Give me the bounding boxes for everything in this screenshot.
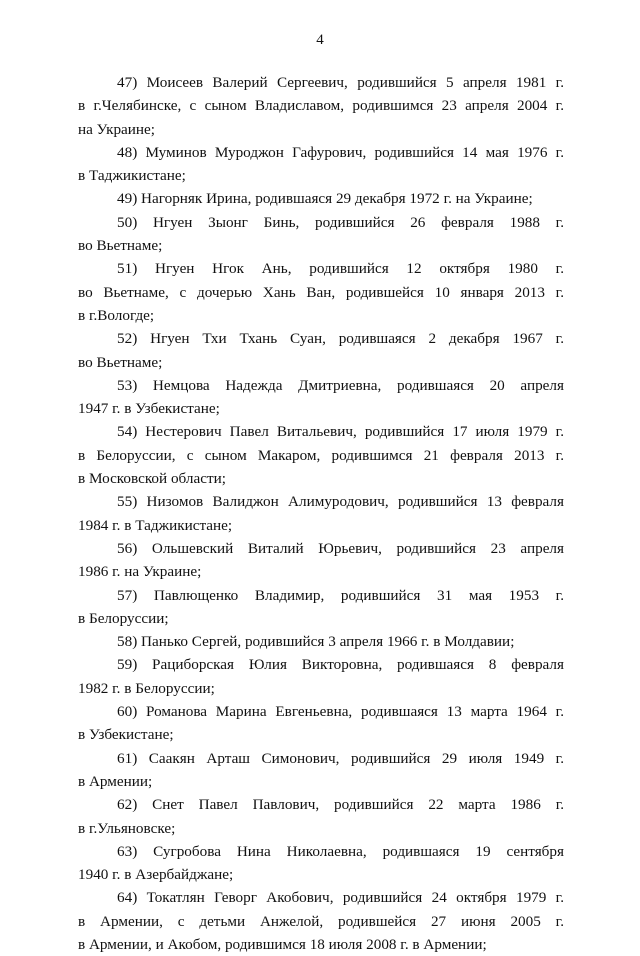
list-item (78, 141, 564, 188)
list-item (78, 374, 564, 421)
page-number: 4 (316, 32, 324, 48)
list-item-line: на Украине; (78, 120, 156, 138)
list-item-line: 55) Низомов Валиджон Алимуродович, родившийся 13 февраля (117, 493, 564, 511)
list-item-line: в Московской области; (78, 470, 226, 488)
list-item-line: 62) Снет Павел Павлович, родившийся 22 марта 1986 г. (117, 796, 564, 814)
list-item-line: 1947 г. в Узбекистане; (78, 400, 220, 418)
list-item (78, 211, 564, 258)
list-item (78, 630, 564, 653)
list-item (78, 653, 564, 700)
list-item (78, 537, 564, 584)
list-item-line: в Белоруссии; (78, 609, 169, 627)
list-item-line: в Армении; (78, 772, 153, 790)
list-item (78, 327, 564, 374)
list-item-line: 1940 г. в Азербайджане; (78, 866, 234, 884)
list-item-line: 51) Нгуен Нгок Ань, родившийся 12 октября 1980 г. (117, 260, 564, 278)
list-item-line: 49) Нагорняк Ирина, родившаяся 29 декабря 1972 г. на Украине; (117, 190, 533, 208)
list-item-line: 1986 г. на Украине; (78, 563, 202, 581)
list-item-line: 48) Муминов Муроджон Гафурович, родившийся 14 мая 1976 г. (117, 143, 564, 161)
list-item-line: 61) Саакян Арташ Симонович, родившийся 29 июля 1949 г. (117, 749, 564, 767)
list-item-line: в Таджикистане; (78, 167, 186, 185)
list-item-line: в Армении, и Акобом, родившимся 18 июля 2008 г. в Армении; (78, 935, 487, 953)
list-item (78, 420, 564, 490)
list-item-line: 59) Рациборская Юлия Викторовна, родившаяся 8 февраля (117, 656, 564, 674)
list-item (78, 793, 564, 840)
list-item-line: 47) Моисеев Валерий Сергеевич, родившийся 5 апреля 1981 г. (117, 74, 564, 91)
list-item-line: 60) Романова Марина Евгеньевна, родившаяся 13 марта 1964 г. (117, 703, 564, 721)
list-item (78, 71, 564, 141)
list-item-line: 1982 г. в Белоруссии; (78, 679, 215, 697)
list-item-line: 52) Нгуен Тхи Тхань Суан, родившаяся 2 декабря 1967 г. (117, 330, 564, 348)
list-item-line: 50) Нгуен Зыонг Бинь, родившийся 26 февраля 1988 г. (117, 213, 564, 231)
list-item (78, 886, 564, 956)
list-item-line: в Армении, с детьми Анжелой, родившейся 27 июня 2005 г. (78, 912, 564, 930)
list-item-line: в г.Челябинске, с сыном Владиславом, родившимся 23 апреля 2004 г. (78, 97, 564, 115)
list-item-line: 57) Павлющенко Владимир, родившийся 31 мая 1953 г. (117, 586, 564, 604)
list-item (78, 257, 564, 327)
list-item (78, 490, 564, 537)
document-body (78, 71, 564, 956)
list-item (78, 187, 564, 210)
list-item-line: в г.Ульяновске; (78, 819, 176, 837)
list-item-line: 63) Сугробова Нина Николаевна, родившаяся 19 сентября (117, 842, 564, 860)
list-item-line: во Вьетнаме, с дочерью Хань Ван, родившейся 10 января 2013 г. (78, 283, 564, 301)
list-item (78, 700, 564, 747)
list-item-line: во Вьетнаме; (78, 353, 163, 371)
list-item (78, 584, 564, 631)
list-item (78, 747, 564, 794)
list-item-line: в Узбекистане; (78, 726, 174, 744)
list-item-line: 64) Токатлян Геворг Акобович, родившийся 24 октября 1979 г. (117, 889, 564, 907)
list-item-line: в г.Вологде; (78, 306, 155, 324)
list-item-line: 58) Панько Сергей, родившийся 3 апреля 1966 г. в Молдавии; (117, 633, 515, 651)
list-item (78, 840, 564, 887)
list-item-line: 54) Нестерович Павел Витальевич, родившийся 17 июля 1979 г. (117, 423, 564, 441)
list-item-line: 53) Немцова Надежда Дмитриевна, родившаяся 20 апреля (117, 376, 564, 394)
list-item-line: 56) Ольшевский Виталий Юрьевич, родившийся 23 апреля (117, 539, 564, 557)
list-item-line: 1984 г. в Таджикистане; (78, 516, 233, 534)
list-item-line: во Вьетнаме; (78, 237, 163, 255)
list-item-line: в Белоруссии, с сыном Макаром, родившимся 21 февраля 2013 г. (78, 446, 564, 464)
